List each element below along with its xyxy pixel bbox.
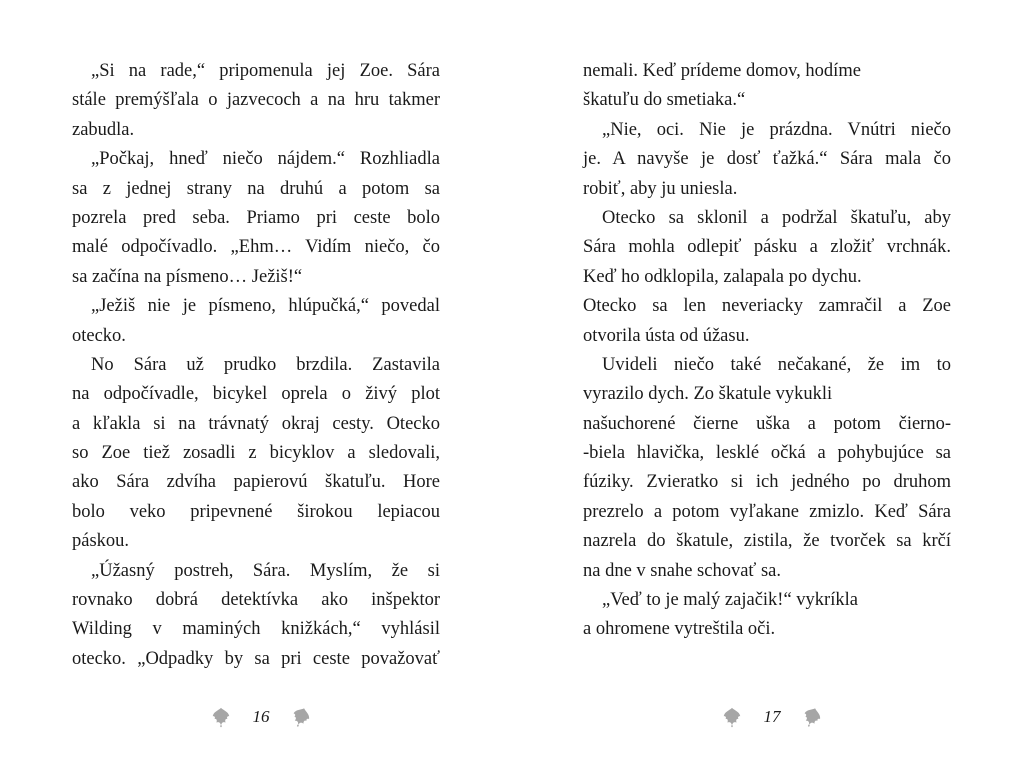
- leaf-icon: [210, 706, 232, 728]
- leaf-icon: [287, 703, 315, 731]
- text-line: a kľakla si na trávnatý okraj cesty. Otecko: [72, 413, 440, 434]
- text-line: Keď ho odklopila, zalapala po dychu.: [583, 266, 862, 287]
- page-number: 17: [763, 707, 781, 726]
- right-page-text: [583, 57, 951, 645]
- text-line: -biela hlavička, lesklé očká a pohybujúce sa: [583, 443, 951, 464]
- text-line: pozrela pred seba. Priamo pri ceste bolo: [72, 207, 440, 228]
- leaf-icon: [721, 706, 743, 728]
- text-line: fúziky. Zvieratko si ich jedného po druhom: [583, 472, 951, 493]
- text-line: ako Sára zdvíha papierovú škatuľu. Hore: [72, 472, 440, 493]
- text-line: otvorila ústa od úžasu.: [583, 325, 750, 346]
- text-line: škatuľu do smetiaka.“: [583, 90, 746, 111]
- text-line: „Úžasný postreh, Sára. Myslím, že si: [91, 560, 440, 581]
- text-line: „Počkaj, hneď niečo nájdem.“ Rozhliadla: [91, 149, 440, 170]
- text-line: „Ježiš nie je písmeno, hlúpučká,“ povedal: [91, 296, 440, 317]
- text-line: Otecko sa len neveriacky zamračil a Zoe: [583, 296, 951, 317]
- text-line: vyrazilo dych. Zo škatule vykukli: [583, 384, 833, 405]
- text-line: stále premýšľala o jazvecoch a na hru takmer: [72, 90, 440, 111]
- text-line: Uvideli niečo také nečakané, že im to: [602, 354, 951, 375]
- text-line: „Nie, oci. Nie je prázdna. Vnútri niečo: [602, 119, 951, 140]
- text-line: „Veď to je malý zajačik!“ vykríkla: [602, 590, 858, 611]
- text-line: „Si na rade,“ pripomenula jej Zoe. Sára: [91, 61, 440, 81]
- text-line: nazrela do škatule, zistila, že tvorček sa krčí: [583, 531, 951, 552]
- text-line: Otecko sa sklonil a podržal škatuľu, aby: [602, 207, 951, 228]
- text-line: malé odpočívadlo. „Ehm… Vidím niečo, čo: [72, 237, 440, 258]
- left-page-folio: [210, 702, 312, 732]
- text-line: Sára mohla odlepiť pásku a zložiť vrchnák.: [583, 237, 951, 258]
- right-page: [512, 0, 1024, 768]
- text-line: bolo veko pripevnené širokou lepiacou: [72, 501, 440, 522]
- text-line: sa začína na písmeno… Ježiš!“: [72, 266, 303, 287]
- text-line: otecko. „Odpadky by sa pri ceste považovať: [72, 648, 440, 669]
- text-line: otecko.: [72, 325, 126, 346]
- text-line: Wilding v maminých knižkách,“ vyhlásil: [72, 619, 440, 640]
- text-line: na odpočívadle, bicykel oprela o živý plot: [72, 384, 440, 405]
- text-line: sa z jednej strany na druhú a potom sa: [72, 178, 440, 199]
- right-page-folio: [721, 702, 823, 732]
- text-line: rovnako dobrá detektívka ako inšpektor: [72, 590, 440, 611]
- text-line: No Sára už prudko brzdila. Zastavila: [91, 354, 440, 375]
- text-line: nemali. Keď prídeme domov, hodíme: [583, 61, 861, 81]
- left-page-text: [72, 57, 440, 674]
- text-line: a ohromene vytreštila oči.: [583, 619, 776, 640]
- text-line: našuchorené čierne uška a potom čierno-: [583, 413, 951, 434]
- text-line: je. A navyše je dosť ťažká.“ Sára mala čo: [583, 149, 951, 170]
- text-line: na dne v snahe schovať sa.: [583, 560, 781, 581]
- text-line: robiť, aby ju uniesla.: [583, 178, 738, 199]
- text-line: páskou.: [72, 531, 130, 552]
- page-number: 16: [252, 707, 270, 726]
- text-line: so Zoe tiež zosadli z bicyklov a sledovali,: [72, 443, 440, 464]
- text-line: zabudla.: [72, 119, 135, 140]
- text-line: prezrelo a potom vyľakane zmizlo. Keď Sára: [583, 501, 951, 522]
- leaf-icon: [798, 703, 826, 731]
